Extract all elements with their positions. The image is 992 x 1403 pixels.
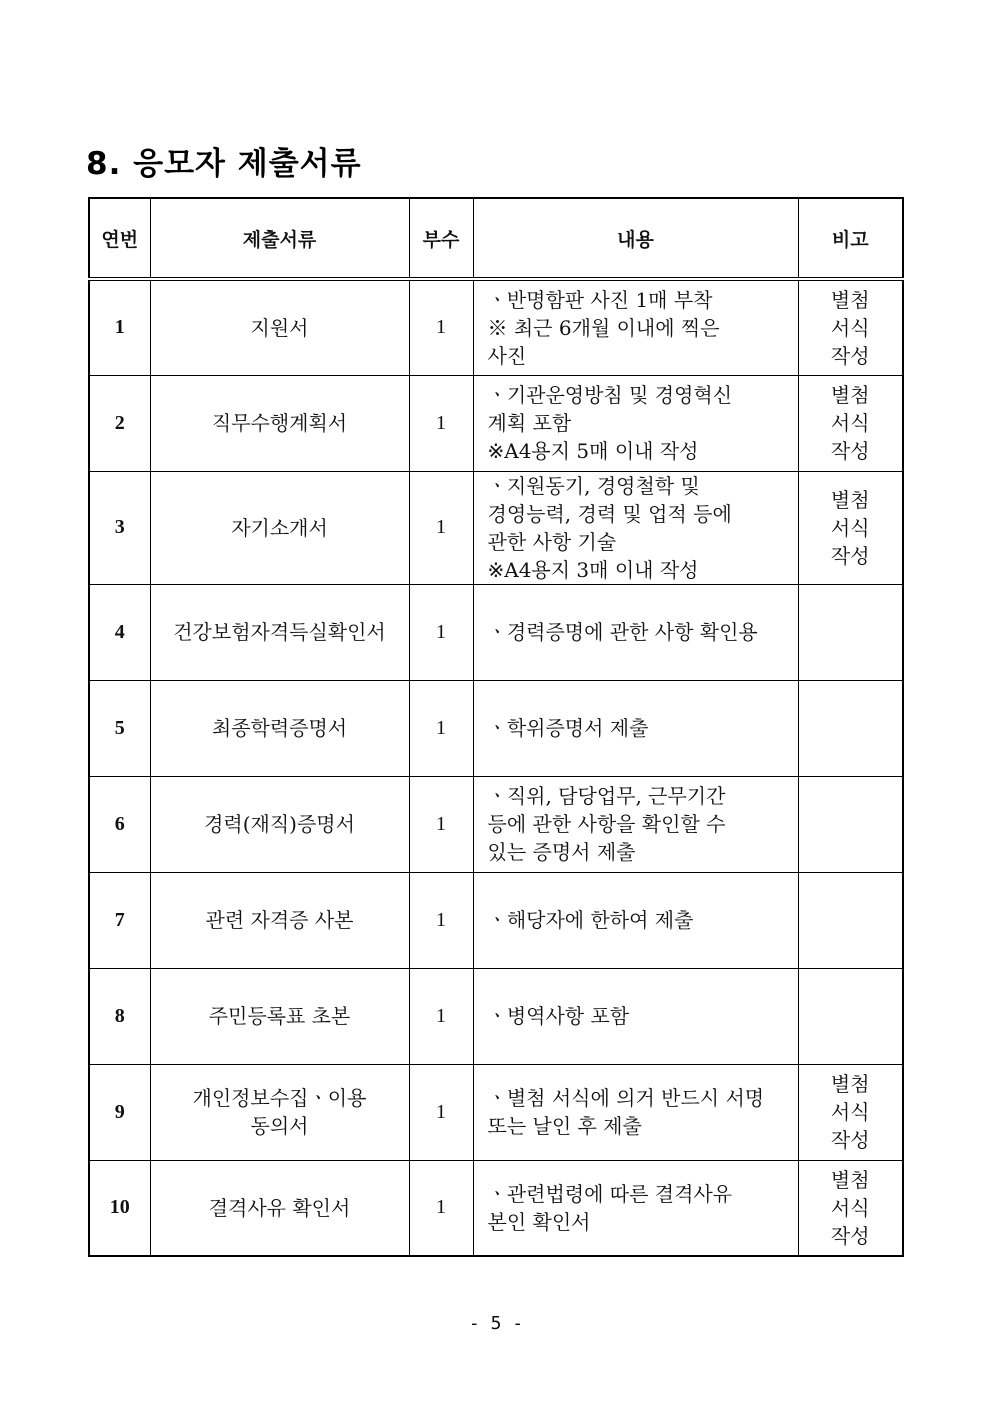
copies-count: 1 [409, 1160, 473, 1256]
table-row [89, 584, 903, 680]
document-name [150, 680, 409, 776]
content-line: 또는 날인 후 제출 [487, 1114, 642, 1138]
section-title: 8. 응모자 제출서류 [86, 146, 362, 182]
header-document: 제출서류 [150, 198, 409, 279]
content-line: 본인 확인서 [487, 1209, 591, 1234]
content-line: ㆍ반명함판 사진 1매 부착 [487, 287, 713, 312]
document-name-line: 지원서 [250, 315, 309, 340]
header-note: 비고 [798, 198, 903, 279]
document-content [473, 471, 798, 584]
note-line: 서식 [830, 1195, 870, 1220]
row-number: 1 [89, 279, 150, 375]
document-name [150, 375, 409, 471]
document-content [473, 1064, 798, 1160]
note-line: 별첨 [830, 1072, 870, 1096]
row-number: 9 [89, 1064, 150, 1160]
copies-count: 1 [409, 471, 473, 584]
document-content [473, 680, 798, 776]
document-name-line: 주민등록표 초본 [208, 1004, 351, 1028]
content-line: 사진 [487, 343, 527, 368]
table-header-row [89, 198, 903, 279]
document-content [473, 872, 798, 968]
copies-count: 1 [409, 776, 473, 872]
document-name-line: 최종학력증명서 [211, 716, 348, 740]
table-row [89, 471, 903, 584]
note-line: 작성 [830, 439, 870, 463]
content-line: ㆍ해당자에 한하여 제출 [487, 908, 694, 932]
table-row [89, 279, 903, 375]
document-name [150, 968, 409, 1064]
document-name [150, 1064, 409, 1160]
document-note [798, 1064, 903, 1160]
content-line: 관한 사항 기술 [487, 529, 617, 554]
table-row [89, 968, 903, 1064]
document-note [798, 584, 903, 680]
content-line: ※A4용지 3매 이내 작성 [487, 557, 699, 582]
document-name-line: 동의서 [250, 1114, 309, 1138]
document-note [798, 872, 903, 968]
content-line: ㆍ지원동기, 경영철학 및 [487, 473, 700, 498]
content-line: ㆍ별첨 서식에 의거 반드시 서명 [487, 1086, 765, 1110]
document-note [798, 1160, 903, 1256]
table-row [89, 680, 903, 776]
row-number: 5 [89, 680, 150, 776]
note-line: 별첨 [830, 487, 870, 512]
table-row [89, 776, 903, 872]
document-name-line: 개인정보수집ㆍ이용 [192, 1086, 367, 1110]
header-content: 내용 [473, 198, 798, 279]
header-no: 연번 [89, 198, 150, 279]
row-number: 10 [89, 1160, 150, 1256]
document-name [150, 471, 409, 584]
document-name [150, 776, 409, 872]
document-content [473, 279, 798, 375]
table-row [89, 1064, 903, 1160]
copies-count: 1 [409, 375, 473, 471]
note-line: 서식 [830, 411, 870, 435]
content-line: ㆍ관련법령에 따른 결격사유 [487, 1181, 733, 1206]
document-content [473, 776, 798, 872]
note-line: 서식 [830, 515, 870, 540]
document-name-line: 결격사유 확인서 [208, 1195, 351, 1220]
document-note [798, 375, 903, 471]
submission-documents-table [88, 197, 904, 1257]
copies-count: 1 [409, 1064, 473, 1160]
document-name-line: 관련 자격증 사본 [205, 908, 354, 932]
document-note [798, 776, 903, 872]
document-content [473, 584, 798, 680]
note-line: 별첨 [830, 287, 870, 312]
content-line: 계획 포함 [487, 411, 572, 435]
row-number: 6 [89, 776, 150, 872]
row-number: 8 [89, 968, 150, 1064]
header-copies: 부수 [409, 198, 473, 279]
table-row [89, 1160, 903, 1256]
copies-count: 1 [409, 968, 473, 1064]
content-line: ㆍ병역사항 포함 [487, 1004, 630, 1028]
document-note [798, 471, 903, 584]
content-line: ※A4용지 5매 이내 작성 [487, 439, 699, 463]
content-line: ㆍ경력증명에 관한 사항 확인용 [487, 620, 758, 644]
document-name-line: 직무수행계획서 [211, 411, 348, 435]
note-line: 서식 [830, 315, 870, 340]
document-name [150, 584, 409, 680]
copies-count: 1 [409, 584, 473, 680]
document-name [150, 279, 409, 375]
document-name [150, 872, 409, 968]
note-line: 작성 [830, 343, 870, 368]
copies-count: 1 [409, 680, 473, 776]
content-line: ㆍ직위, 담당업무, 근무기간 [487, 784, 726, 808]
table-row [89, 375, 903, 471]
note-line: 별첨 [830, 1167, 870, 1192]
row-number: 3 [89, 471, 150, 584]
content-line: ㆍ기관운영방침 및 경영혁신 [487, 383, 733, 407]
note-line: 서식 [830, 1100, 870, 1124]
document-note [798, 680, 903, 776]
copies-count: 1 [409, 279, 473, 375]
page-number: - 5 - [468, 1313, 524, 1334]
document-name [150, 1160, 409, 1256]
content-line: 있는 증명서 제출 [487, 840, 636, 864]
document-note [798, 279, 903, 375]
note-line: 작성 [830, 543, 870, 568]
note-line: 별첨 [830, 383, 870, 407]
copies-count: 1 [409, 872, 473, 968]
note-line: 작성 [830, 1128, 870, 1152]
row-number: 4 [89, 584, 150, 680]
row-number: 7 [89, 872, 150, 968]
document-name-line: 건강보험자격득실확인서 [173, 620, 386, 644]
document-content [473, 968, 798, 1064]
document-content [473, 1160, 798, 1256]
content-line: ㆍ학위증명서 제출 [487, 716, 649, 740]
table-row [89, 872, 903, 968]
document-name-line: 자기소개서 [231, 515, 328, 540]
document-note [798, 968, 903, 1064]
document-content [473, 375, 798, 471]
content-line: ※ 최근 6개월 이내에 찍은 [487, 315, 720, 340]
note-line: 작성 [830, 1223, 870, 1248]
content-line: 등에 관한 사항을 확인할 수 [487, 812, 726, 836]
document-name-line: 경력(재직)증명서 [204, 812, 355, 836]
content-line: 경영능력, 경력 및 업적 등에 [487, 501, 732, 526]
row-number: 2 [89, 375, 150, 471]
